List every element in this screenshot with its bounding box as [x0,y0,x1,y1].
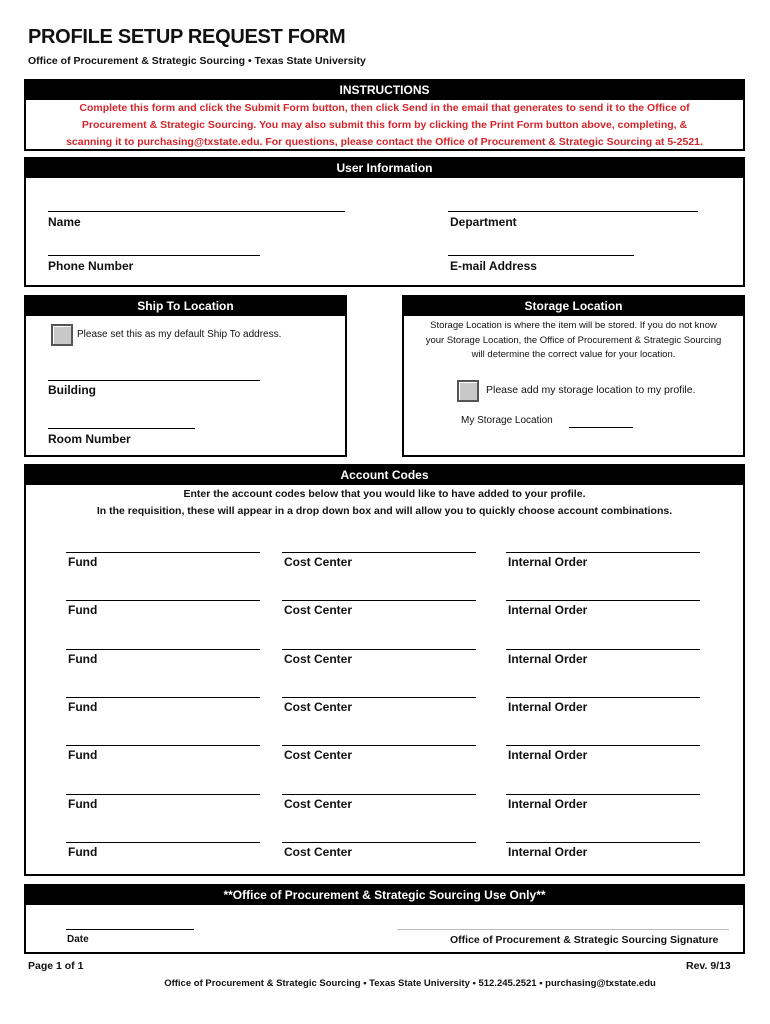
storage-location-section [402,295,745,457]
internal-order-field[interactable] [506,842,700,843]
account-codes-desc-2: In the requisition, these will appear in a drop down box and will allow you to quickly choose account combinations. [96,505,673,517]
internal-order-label: Internal Order [508,699,588,714]
page-title: PROFILE SETUP REQUEST FORM [28,26,346,48]
cost-center-label: Cost Center [284,844,353,859]
fund-label: Fund [68,844,98,859]
fund-label: Fund [68,699,98,714]
account-codes-desc-1: Enter the account codes below that you would like to have added to your profile. [183,488,586,500]
building-field[interactable] [48,380,260,381]
storage-description [404,319,743,363]
footer-contact: Office of Procurement & Strategic Sourcing • Texas State University • 512.245.2521 • purchasing@txstate.edu [164,978,656,989]
signature-field[interactable] [397,929,729,930]
internal-order-field[interactable] [506,552,700,553]
cost-center-field[interactable] [282,842,476,843]
internal-order-field[interactable] [506,649,700,650]
cost-center-field[interactable] [282,794,476,795]
name-field[interactable] [48,211,345,212]
internal-order-field[interactable] [506,794,700,795]
email-label: E-mail Address [450,259,537,273]
cost-center-field[interactable] [282,745,476,746]
fund-label: Fund [68,603,98,618]
internal-order-field[interactable] [506,697,700,698]
storage-location-heading: Storage Location [404,297,743,316]
account-codes-heading: Account Codes [26,466,743,485]
ship-to-heading: Ship To Location [26,297,345,316]
page-number: Page 1 of 1 [28,960,84,972]
cost-center-label: Cost Center [284,555,353,569]
cost-center-label: Cost Center [284,796,353,811]
cost-center-field[interactable] [282,600,476,601]
ship-to-section [24,295,347,457]
my-storage-location-field[interactable] [569,427,633,428]
internal-order-label: Internal Order [508,651,588,666]
default-ship-to-label: Please set this as my default Ship To address. [77,329,282,340]
name-label: Name [48,215,81,229]
room-number-field[interactable] [48,428,195,429]
internal-order-label: Internal Order [508,796,588,811]
fund-field[interactable] [66,745,260,746]
fund-field[interactable] [66,600,260,601]
instructions-section [24,79,745,151]
department-label: Department [450,215,517,229]
page-subtitle: Office of Procurement & Strategic Sourcing • Texas State University [28,55,366,67]
instructions-text [26,100,743,151]
fund-field[interactable] [66,552,260,553]
cost-center-label: Cost Center [284,748,353,763]
fund-label: Fund [68,748,98,763]
date-label: Date [67,934,89,945]
cost-center-label: Cost Center [284,603,353,618]
cost-center-field[interactable] [282,552,476,553]
internal-order-field[interactable] [506,745,700,746]
revision: Rev. 9/13 [686,960,731,972]
cost-center-label: Cost Center [284,651,353,666]
phone-label: Phone Number [48,259,134,273]
default-ship-to-checkbox[interactable] [51,324,73,346]
signature-label: Office of Procurement & Strategic Sourcing Signature [450,934,719,946]
fund-label: Fund [68,555,98,569]
add-storage-label: Please add my storage location to my profile. [486,384,696,396]
account-codes-section [24,464,745,876]
internal-order-label: Internal Order [508,748,588,763]
fund-field[interactable] [66,794,260,795]
cost-center-field[interactable] [282,697,476,698]
fund-field[interactable] [66,649,260,650]
fund-label: Fund [68,651,98,666]
add-storage-checkbox[interactable] [457,380,479,402]
fund-field[interactable] [66,697,260,698]
instructions-line-1: Complete this form and click the Submit Form button, then click Send in the email that generates to send it to the Office of [79,102,690,114]
my-storage-location-label: My Storage Location [461,415,553,426]
storage-desc-line-1: Storage Location is where the item will be stored. If you do not know [430,320,717,331]
internal-order-label: Internal Order [508,844,588,859]
internal-order-field[interactable] [506,600,700,601]
date-field[interactable] [66,929,194,930]
instructions-heading: INSTRUCTIONS [26,81,743,100]
instructions-line-3: scanning it to purchasing@txstate.edu. For questions, please contact the Office of Procurement & Strategic Sourcing at 5-2521. [66,136,703,148]
user-information-section [24,157,745,287]
internal-order-label: Internal Order [508,603,588,618]
user-information-heading: User Information [26,159,743,178]
cost-center-label: Cost Center [284,699,353,714]
instructions-line-2: Procurement & Strategic Sourcing. You may also submit this form by clicking the Print Form button above, completing, & [81,119,688,131]
email-field[interactable] [448,255,634,256]
department-field[interactable] [448,211,698,212]
cost-center-field[interactable] [282,649,476,650]
room-number-label: Room Number [48,432,131,446]
building-label: Building [48,383,96,397]
office-use-section [24,884,745,954]
internal-order-label: Internal Order [508,555,588,569]
phone-field[interactable] [48,255,260,256]
office-use-heading: **Office of Procurement & Strategic Sourcing Use Only** [26,886,743,905]
fund-field[interactable] [66,842,260,843]
storage-desc-line-3: will determine the correct value for your location. [471,349,676,360]
fund-label: Fund [68,796,98,811]
storage-desc-line-2: your Storage Location, the Office of Procurement & Strategic Sourcing [425,334,722,346]
